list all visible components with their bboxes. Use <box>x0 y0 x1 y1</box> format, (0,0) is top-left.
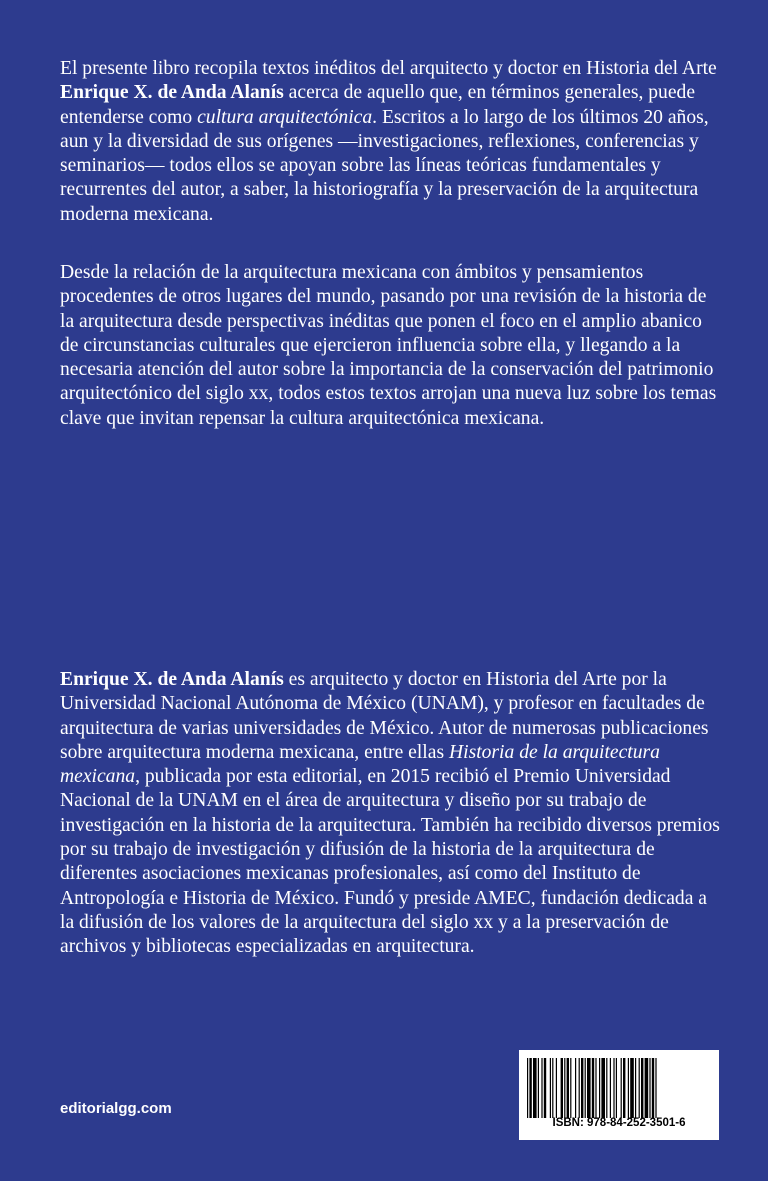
barcode-bar <box>639 1058 640 1118</box>
barcode-bar <box>544 1058 546 1118</box>
barcode-bar <box>550 1058 551 1118</box>
bio-text-a: es arquitecto y doctor en Historia del Arte por la Universidad Nacional Autónoma de México (UNAM), y profesor en facultades de arquitectura de varias universidades de México. Autor de numerosas publicaciones sobre arquitectura moderna mexicana, entre ellas <box>60 669 709 763</box>
author-name: Enrique X. de Anda Alanís <box>60 82 284 104</box>
book-title: Historia de la arquitectura mexicana <box>60 741 660 788</box>
barcode-bar <box>599 1058 600 1118</box>
barcode-bar <box>652 1058 654 1118</box>
barcode-bar <box>592 1058 594 1118</box>
barcode-bar <box>630 1058 634 1118</box>
barcode-bar <box>623 1058 625 1118</box>
synopsis-text-b: acerca de aquello que, en términos generales, puede entenderse como <box>60 82 696 128</box>
barcode-bar <box>628 1058 629 1118</box>
barcode-bar <box>595 1058 596 1118</box>
barcode-bar <box>635 1058 636 1118</box>
barcode-bar <box>613 1058 614 1118</box>
synopsis-paragraph-2: Desde la relación de la arquitectura mexicana con ámbitos y pensamientos procedentes de otros lugares del mundo, pasando por una revisión de la historia de la arquitectura desde perspectivas inéditas que ponen el foco en el amplio abanico de circunstancias culturales que ejercieron influencia sobre ella, y llegando a la necesaria atención del autor sobre la importancia de la conservación del patrimonio arquitectónico del siglo xx, todos estos textos arrojan una nueva luz sobre los temas clave que invitan repensar la cultura arquitectónica mexicana. <box>60 262 717 429</box>
barcode-bar <box>529 1058 531 1118</box>
barcode-bar <box>649 1058 650 1118</box>
barcode-bar <box>575 1058 576 1118</box>
barcode-bar <box>645 1058 649 1118</box>
synopsis-text-a: El presente libro recopila textos inéditos del arquitecto y doctor en Historia del Arte <box>60 58 717 79</box>
barcode-bar <box>655 1058 656 1118</box>
barcode-bar <box>616 1058 617 1118</box>
barcode-bar <box>587 1058 591 1118</box>
barcode-bar <box>621 1058 622 1118</box>
barcode-bar <box>567 1058 569 1118</box>
barcode-bar <box>570 1058 571 1118</box>
barcode-bar <box>585 1058 586 1118</box>
barcode-bar <box>541 1058 542 1118</box>
barcode-bar <box>533 1058 537 1118</box>
bio-author-name: Enrique X. de Anda Alanís <box>60 669 284 690</box>
author-bio <box>60 668 720 960</box>
barcode-bar <box>579 1058 580 1118</box>
barcode-bar <box>561 1058 563 1118</box>
barcode <box>519 1050 719 1140</box>
bio-text-b: , publicada por esta editorial, en 2015 recibió el Premio Universidad Nacional de la UNAM en el área de arquitectura y diseño por su trabajo de investigación en la historia de la arquitectura. También ha recibido diversos premios por su trabajo de investigación y difusión de la historia de la arquitectura de diferentes asociaciones mexicanas profesionales, así como del Instituto de Antropología e Historia de México. Fundó y preside AMEC, fundación dedicada a la difusión de los valores de la arquitectura del siglo xx y a la preservación de archivos y bibliotecas especializadas en arquitectura. <box>60 766 720 958</box>
barcode-bar <box>610 1058 611 1118</box>
publisher-website: editorialgg.com <box>60 1100 172 1117</box>
isbn-label: ISBN: 978-84-252-3501-6 <box>552 1117 686 1129</box>
barcode-bar <box>552 1058 553 1118</box>
barcode-bar <box>527 1058 528 1118</box>
barcode-bar <box>601 1058 605 1118</box>
synopsis-text-c: . Escritos a lo largo de los últimos 20 años, aun y la diversidad de sus orígenes —investigaciones, reflexiones, conferencias y seminarios— todos ellos se apoyan sobre las líneas teóricas fundamentales y recurrentes del autor, a saber, la historiografía y la preservación de la arquitectura moderna mexicana. <box>60 106 709 225</box>
barcode-bar <box>538 1058 539 1118</box>
barcode-bar <box>556 1058 557 1118</box>
barcode-bar <box>581 1058 583 1118</box>
barcode-bar <box>564 1058 565 1118</box>
barcode-bar <box>606 1058 607 1118</box>
barcode-bar <box>641 1058 643 1118</box>
barcode-bars <box>527 1058 711 1118</box>
italic-term: cultura arquitectónica <box>197 106 373 128</box>
synopsis-paragraph-1 <box>60 57 720 227</box>
